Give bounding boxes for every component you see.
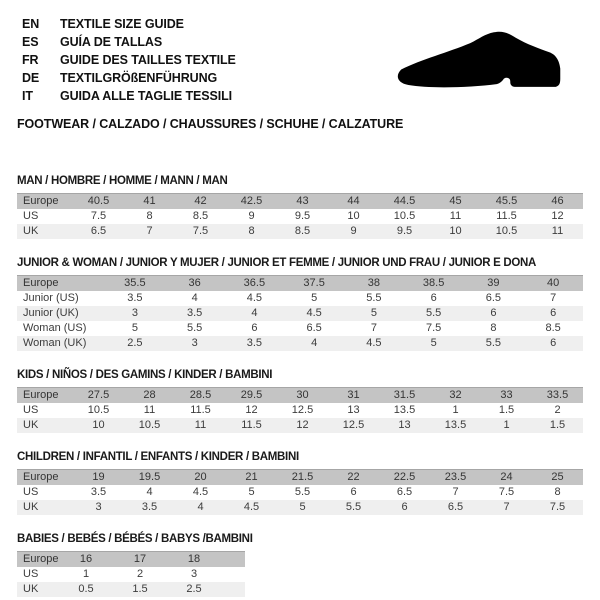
size-cell: 0.5 [59,582,113,597]
size-cell: 6.5 [379,485,430,500]
size-table [17,275,583,351]
size-cell: 5 [284,291,344,306]
row-label: Europe [17,388,73,404]
size-cell: 43 [277,194,328,210]
size-cell: 8.5 [277,224,328,239]
size-table [17,551,245,597]
size-table [17,387,583,433]
language-code: IT [22,89,33,103]
size-cell: 8 [226,224,277,239]
size-cell: 4.5 [175,485,226,500]
language-label: GUIDA ALLE TAGLIE TESSILI [60,89,233,103]
row-label: Woman (US) [17,321,105,336]
size-cell: 38 [344,276,404,292]
size-cell: 8 [532,485,583,500]
table-row [17,552,245,568]
size-cell: 4 [175,500,226,515]
size-cell: 5 [404,336,464,351]
size-cell: 10 [73,418,124,433]
size-cell: 5 [105,321,165,336]
size-cell: 22 [328,470,379,486]
section-title: JUNIOR & WOMAN / JUNIOR Y MUJER / JUNIOR ET FEMME / JUNIOR UND FRAU / JUNIOR E DONA [17,257,537,269]
size-table [17,469,583,515]
size-cell: 12.5 [277,403,328,418]
size-cell: 8.5 [523,321,583,336]
size-cell: 3.5 [165,306,225,321]
size-cell: 3.5 [105,291,165,306]
row-label: Europe [17,194,73,210]
size-cell: 7.5 [481,485,532,500]
size-cell: 1.5 [532,418,583,433]
category-title: FOOTWEAR / CALZADO / CHAUSSURES / SCHUHE / CALZATURE [17,117,404,131]
table-row [17,403,583,418]
size-cell: 2.5 [105,336,165,351]
size-cell: 11 [430,209,481,224]
size-cell: 31 [328,388,379,404]
size-cell: 28 [124,388,175,404]
table-row [17,209,583,224]
table-row [17,470,583,486]
size-cell: 46 [532,194,583,210]
size-cell: 22.5 [379,470,430,486]
size-cell: 6.5 [464,291,524,306]
size-cell: 5.5 [404,306,464,321]
size-cell: 9 [328,224,379,239]
size-cell: 7 [344,321,404,336]
language-code: FR [22,53,39,67]
size-cell: 7 [124,224,175,239]
size-cell: 36.5 [225,276,285,292]
size-cell: 19 [73,470,124,486]
size-cell: 7 [481,500,532,515]
size-cell: 17 [113,552,167,568]
language-label: TEXTILE SIZE GUIDE [60,17,184,31]
size-cell: 35.5 [105,276,165,292]
size-cell: 1.5 [481,403,532,418]
row-label: US [17,403,73,418]
size-cell: 11.5 [175,403,226,418]
size-cell: 4 [124,485,175,500]
size-cell: 42.5 [226,194,277,210]
size-cell: 10.5 [73,403,124,418]
row-label: Europe [17,470,73,486]
size-cell: 2.5 [167,582,221,597]
size-cell: 3 [165,336,225,351]
size-cell: 13.5 [430,418,481,433]
size-cell: 31.5 [379,388,430,404]
row-label: Junior (US) [17,291,105,306]
size-cell: 6.5 [73,224,124,239]
language-label: GUÍA DE TALLAS [60,35,163,49]
size-cell: 28.5 [175,388,226,404]
row-label: Europe [17,276,105,292]
row-label: Woman (UK) [17,336,105,351]
size-cell: 6.5 [284,321,344,336]
size-cell: 5.5 [344,291,404,306]
size-table-section [17,451,583,515]
size-cell: 10 [430,224,481,239]
size-cell: 33.5 [532,388,583,404]
size-table-section [17,369,583,433]
size-cell: 4 [284,336,344,351]
size-cell: 13 [328,403,379,418]
table-row [17,567,245,582]
size-cell: 20 [175,470,226,486]
size-cell: 4 [165,291,225,306]
size-cell: 21 [226,470,277,486]
size-cell: 6 [404,291,464,306]
table-row [17,224,583,239]
size-cell: 6 [464,306,524,321]
size-cell: 6 [225,321,285,336]
size-cell: 5.5 [165,321,225,336]
spacer-cell [221,582,245,597]
size-cell: 3 [167,567,221,582]
size-cell: 10 [328,209,379,224]
size-cell: 12 [277,418,328,433]
size-cell: 5.5 [277,485,328,500]
table-row [17,336,583,351]
size-cell: 30 [277,388,328,404]
size-cell: 11 [175,418,226,433]
language-code: EN [22,17,40,31]
size-cell: 21.5 [277,470,328,486]
section-title: KIDS / NIÑOS / DES GAMINS / KINDER / BAMBINI [17,369,273,381]
size-cell: 29.5 [226,388,277,404]
size-cell: 7.5 [73,209,124,224]
size-cell: 13 [379,418,430,433]
size-cell: 25 [532,470,583,486]
size-cell: 4.5 [284,306,344,321]
row-label: US [17,567,59,582]
size-cell: 40 [523,276,583,292]
size-cell: 23.5 [430,470,481,486]
size-cell: 45.5 [481,194,532,210]
size-cell: 2 [532,403,583,418]
size-cell: 44 [328,194,379,210]
row-label: UK [17,418,73,433]
size-cell: 5.5 [464,336,524,351]
size-cell: 8.5 [175,209,226,224]
row-label: US [17,209,73,224]
size-cell: 1 [430,403,481,418]
section-title: MAN / HOMBRE / HOMME / MANN / MAN [17,175,228,187]
row-label: Europe [17,552,59,568]
table-row [17,306,583,321]
size-cell: 10.5 [481,224,532,239]
size-cell: 45 [430,194,481,210]
table-row [17,500,583,515]
size-cell: 6 [523,306,583,321]
size-cell: 37.5 [284,276,344,292]
size-cell: 5.5 [328,500,379,515]
table-row [17,194,583,210]
size-cell: 9.5 [277,209,328,224]
size-cell: 10.5 [379,209,430,224]
size-cell: 11.5 [481,209,532,224]
row-label: US [17,485,73,500]
size-cell: 24 [481,470,532,486]
size-cell: 3.5 [225,336,285,351]
size-cell: 8 [464,321,524,336]
size-cell: 8 [124,209,175,224]
size-cell: 11 [124,403,175,418]
size-cell: 7.5 [532,500,583,515]
size-cell: 3.5 [73,485,124,500]
size-cell: 36 [165,276,225,292]
section-title: BABIES / BEBÉS / BÉBÉS / BABYS /BAMBINI [17,533,253,545]
row-label: Junior (UK) [17,306,105,321]
dress-shoe-icon [383,15,583,115]
size-cell: 12.5 [328,418,379,433]
size-cell: 10.5 [124,418,175,433]
doc-header [17,15,583,132]
size-cell: 11 [532,224,583,239]
table-row [17,291,583,306]
table-row [17,321,583,336]
language-code: DE [22,71,40,85]
size-cell: 5 [277,500,328,515]
size-cell: 6 [379,500,430,515]
spacer-cell [221,552,245,568]
size-cell: 5 [344,306,404,321]
size-cell: 6.5 [430,500,481,515]
table-row [17,485,583,500]
size-cell: 1 [59,567,113,582]
size-cell: 3 [73,500,124,515]
size-cell: 33 [481,388,532,404]
row-label: UK [17,582,59,597]
size-cell: 19.5 [124,470,175,486]
table-row [17,388,583,404]
size-cell: 1.5 [113,582,167,597]
size-cell: 9 [226,209,277,224]
language-code: ES [22,35,39,49]
size-cell: 3 [105,306,165,321]
size-cell: 42 [175,194,226,210]
size-tables [17,175,583,597]
size-cell: 5 [226,485,277,500]
size-cell: 27.5 [73,388,124,404]
size-cell: 16 [59,552,113,568]
size-cell: 11.5 [226,418,277,433]
row-label: UK [17,500,73,515]
size-cell: 13.5 [379,403,430,418]
size-cell: 4.5 [225,291,285,306]
size-cell: 12 [532,209,583,224]
size-table-section [17,257,583,351]
size-cell: 3.5 [124,500,175,515]
size-cell: 7.5 [404,321,464,336]
size-cell: 44.5 [379,194,430,210]
size-cell: 9.5 [379,224,430,239]
spacer-cell [221,567,245,582]
size-cell: 39 [464,276,524,292]
size-cell: 40.5 [73,194,124,210]
section-title: CHILDREN / INFANTIL / ENFANTS / KINDER / BAMBINI [17,451,299,463]
row-label: UK [17,224,73,239]
size-cell: 38.5 [404,276,464,292]
table-row [17,582,245,597]
size-cell: 12 [226,403,277,418]
size-cell: 1 [481,418,532,433]
language-label: GUIDE DES TAILLES TEXTILE [60,53,236,67]
size-cell: 4 [225,306,285,321]
size-cell: 7.5 [175,224,226,239]
size-cell: 32 [430,388,481,404]
size-cell: 7 [523,291,583,306]
size-cell: 4.5 [226,500,277,515]
size-table-section [17,175,583,239]
size-table [17,193,583,239]
size-cell: 6 [523,336,583,351]
size-cell: 2 [113,567,167,582]
size-table-section [17,533,583,597]
size-cell: 41 [124,194,175,210]
table-row [17,276,583,292]
table-row [17,418,583,433]
size-cell: 6 [328,485,379,500]
language-label: TEXTILGRÖßENFÜHRUNG [60,71,218,85]
size-cell: 7 [430,485,481,500]
size-cell: 18 [167,552,221,568]
size-cell: 4.5 [344,336,404,351]
